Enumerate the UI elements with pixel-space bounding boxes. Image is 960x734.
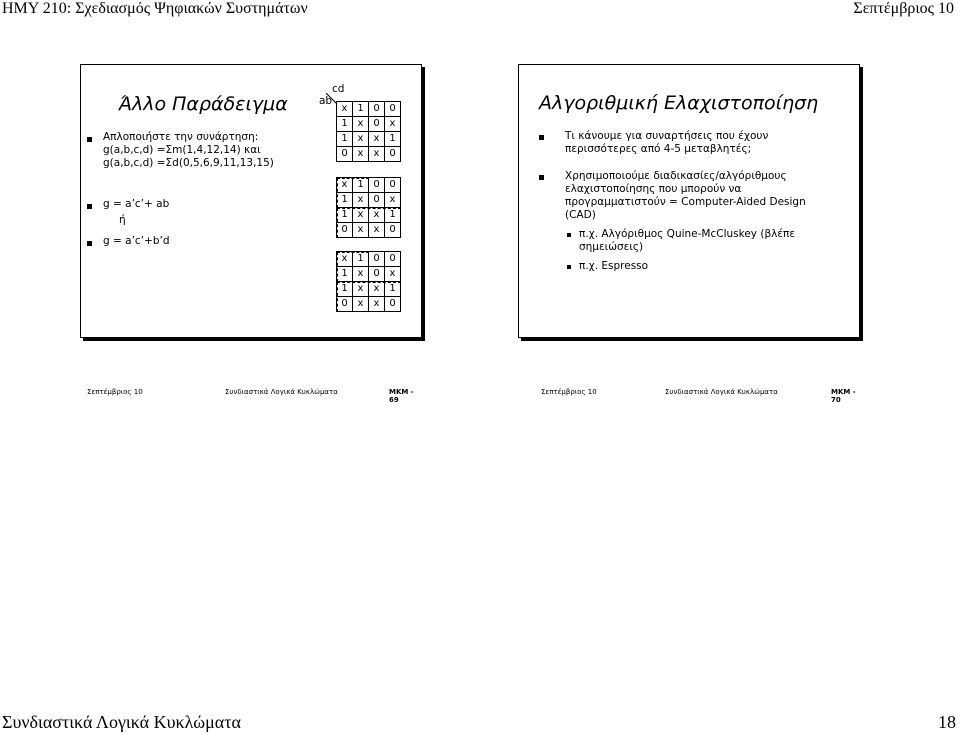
bullet-text: Χρησιμοποιούμε διαδικασίες/αλγόριθμους: [565, 170, 787, 182]
slide-footer-date: Σεπτέμβριος 10: [541, 388, 597, 396]
sub-bullet-text: σημειώσεις): [579, 241, 644, 253]
sub-bullet-icon: [567, 233, 571, 237]
sub-bullet-text: π.χ. Αλγόριθμος Quine-McCluskey (βλέπε: [579, 228, 796, 240]
slide-footer-page: MKM - 70: [831, 388, 856, 404]
slide-title: Αλγοριθμική Ελαχιστοποίηση: [539, 92, 819, 114]
bullet-icon: [539, 135, 544, 140]
bullet-text: Απλοποιήστε την συνάρτηση:: [103, 131, 259, 143]
kmap-2: x 1 0 0 1 x 0 x 1 x x 1 0 x x 0: [336, 177, 401, 238]
bullet-icon: [539, 175, 544, 180]
solution-2: g = a’c’+b’d: [103, 235, 170, 247]
bullet-text: (CAD): [565, 209, 596, 221]
solution-1: g = a’c’+ ab: [103, 198, 170, 210]
bullet-text: Τι κάνουμε για συναρτήσεις που έχουν: [565, 130, 769, 142]
slide-title: Άλλο Παράδειγμα: [119, 93, 288, 115]
slide-footer-page: MKM - 69: [389, 388, 414, 404]
kmap-group-box: [337, 178, 369, 208]
bullet-text: προγραμματιστούν = Computer-Aided Design: [565, 196, 806, 208]
slide-70: [518, 64, 860, 404]
bullet-text: περισσότερες από 4-5 μεταβλητές;: [565, 143, 752, 155]
kmap-cd-label: cd: [332, 83, 345, 95]
kmap-group-box: [337, 208, 401, 238]
page-number: 18: [938, 712, 956, 732]
slide-69: [80, 64, 422, 404]
kmap-3: x 1 0 0 1 x 0 x 1 x x 1 0 x x 0: [336, 251, 401, 312]
slide-footer-title: Συνδιαστικά Λογικά Κυκλώματα: [225, 388, 338, 396]
slide-footer-title: Συνδιαστικά Λογικά Κυκλώματα: [665, 388, 778, 396]
bullet-icon: [87, 204, 92, 209]
page-footer-title: Συνδιαστικά Λογικά Κυκλώματα: [2, 712, 241, 732]
page-header-date: Σεπτέμβριος 10: [853, 0, 954, 17]
sub-bullet-icon: [567, 265, 571, 269]
bullet-icon: [87, 241, 92, 246]
or-text: ή: [119, 214, 126, 226]
kmap-ab-label: ab: [319, 95, 333, 107]
bullet-icon: [87, 137, 92, 142]
kmap-group-box: [337, 282, 401, 312]
function-minterms: g(a,b,c,d) =Σm(1,4,12,14) και: [103, 144, 261, 156]
slide-footer-date: Σεπτέμβριος 10: [87, 388, 143, 396]
kmap-group-box: [337, 252, 369, 282]
kmap-1: x 1 0 0 1 x 0 x 1 x x 1 0 x x 0: [336, 101, 401, 162]
page-header-title: HMY 210: Σχεδιασμός Ψηφιακών Συστημάτων: [2, 0, 308, 17]
function-dontcares: g(a,b,c,d) =Σd(0,5,6,9,11,13,15): [103, 157, 274, 169]
sub-bullet-text: π.χ. Espresso: [579, 260, 649, 272]
bullet-text: ελαχιστοποίησης που μπορούν να: [565, 183, 742, 195]
